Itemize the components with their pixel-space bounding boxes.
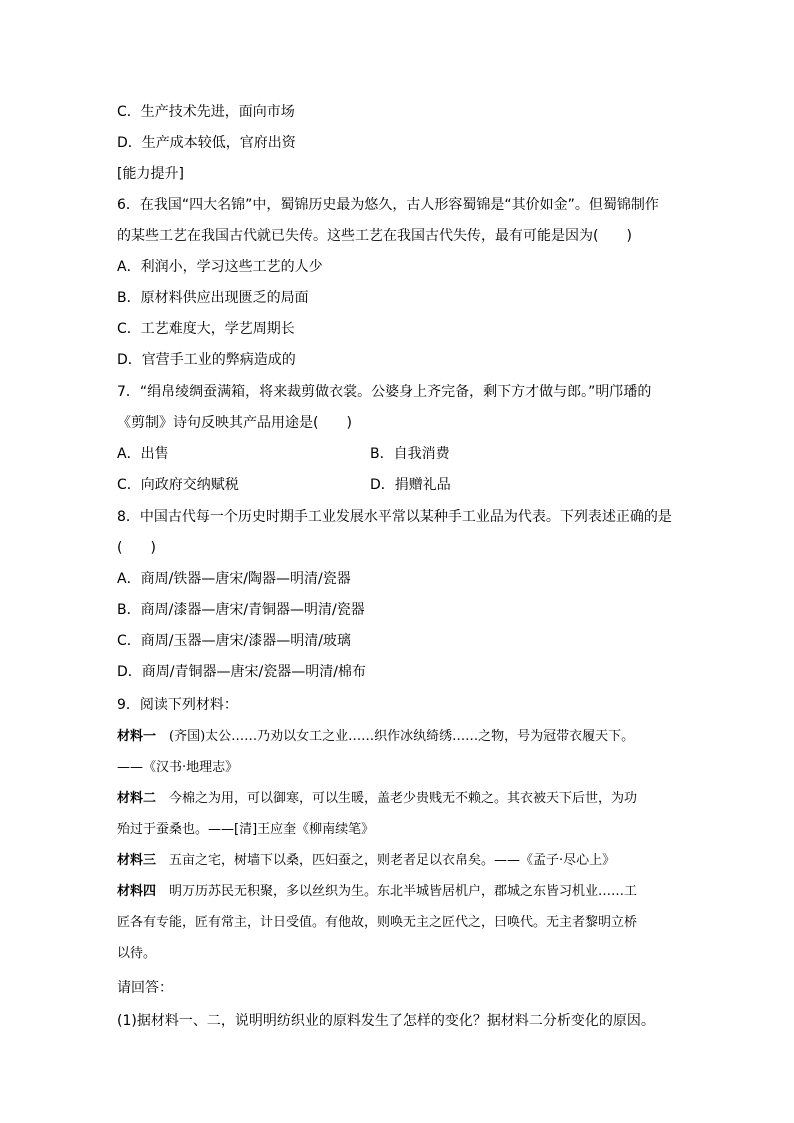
material-3-source: ——《孟子·尽心上》 — [494, 853, 616, 868]
material-2-line1 — [117, 789, 637, 809]
material-1-text: (齐国)太公……乃劝以女工之业……织作冰纨绮绣……之物，号为冠带衣履天下。 — [156, 729, 635, 744]
q9-subquestion-1: (1)据材料一、二，说明明纺织业的原料发生了怎样的变化？据材料二分析变化的原因。 — [117, 1013, 655, 1029]
material-2-label: 材料二 — [117, 791, 157, 806]
material-1-source-line — [117, 758, 238, 778]
q7-stem-line1: 7．“绢帛绫绸蚕满箱，将来裁剪做衣裳。公婆身上齐完备，剩下方才做与郎。”明邝璠的 — [117, 384, 652, 400]
section-heading: [能力提升] — [117, 166, 184, 182]
material-4-line3: 以待。 — [117, 946, 157, 961]
q7-option-d: D．捐赠礼品 — [370, 477, 451, 493]
material-4-line1 — [117, 882, 637, 902]
material-2-source: ——[清]王应奎《柳南续笔》 — [208, 822, 375, 837]
q8-stem-line2: ( ) — [117, 540, 156, 556]
q7-option-c: C．向政府交纳赋税 — [117, 477, 239, 493]
material-2-text2: 殆过于蚕桑也。 — [117, 822, 209, 837]
prev-option-d: D．生产成本较低，官府出资 — [117, 135, 296, 151]
q8-option-a: A．商周/铁器—唐宋/陶器—明清/瓷器 — [117, 571, 351, 587]
q8-option-d: D．商周/青铜器—唐宋/瓷器—明清/棉布 — [117, 664, 366, 680]
q7-option-b: B．自我消费 — [370, 446, 450, 462]
q6-option-c: C．工艺难度大，学艺周期长 — [117, 321, 295, 337]
material-3-label: 材料三 — [117, 853, 157, 868]
q9-ask: 请回答： — [117, 980, 173, 996]
material-1 — [117, 727, 634, 747]
q6-option-b: B．原材料供应出现匮乏的局面 — [117, 290, 309, 306]
material-2-text1: 今棉之为用，可以御寒，可以生暖，盖老少贵贱无不赖之。其衣被天下后世，为功 — [156, 791, 638, 806]
material-4-text1: 明万历苏民无积聚，多以丝织为生。东北半城皆居机户，郡城之东皆习机业……工 — [156, 884, 638, 899]
q8-stem-line1: 8．中国古代每一个历史时期手工业发展水平常以某种手工业品为代表。下列表述正确的是 — [117, 509, 672, 525]
q6-option-d: D．官营手工业的弊病造成的 — [117, 352, 296, 368]
material-3-text: 五亩之宅，树墙下以桑，匹妇蚕之，则老者足以衣帛矣。 — [156, 853, 495, 868]
material-4-label: 材料四 — [117, 884, 157, 899]
material-1-label: 材料一 — [117, 729, 157, 744]
q7-option-a: A．出售 — [117, 446, 169, 462]
material-4-line2: 匠各有专能，匠有常主，计日受值。有他故，则唤无主之匠代之，曰唤代。无主者黎明立桥 — [117, 915, 638, 930]
q9-stem: 9．阅读下列材料： — [117, 697, 238, 713]
q7-stem-line2: 《剪制》诗句反映其产品用途是( ) — [117, 415, 352, 431]
material-3 — [117, 851, 615, 871]
q6-stem-line2: 的某些工艺在我国古代就已失传。这些工艺在我国古代失传，最有可能是因为( ) — [117, 228, 632, 244]
q6-option-a: A．利润小，学习这些工艺的人少 — [117, 259, 323, 275]
q8-option-c: C．商周/玉器—唐宋/漆器—明清/玻璃 — [117, 633, 351, 649]
q6-stem-line1: 6．在我国“四大名锦”中，蜀锦历史最为悠久，古人形容蜀锦是“其价如金”。但蜀锦制作 — [117, 197, 659, 213]
prev-option-c: C．生产技术先进，面向市场 — [117, 104, 295, 120]
material-2-line2 — [117, 820, 374, 840]
q8-option-b: B．商周/漆器—唐宋/青铜器—明清/瓷器 — [117, 602, 365, 618]
material-1-source: ——《汉书·地理志》 — [117, 760, 239, 775]
